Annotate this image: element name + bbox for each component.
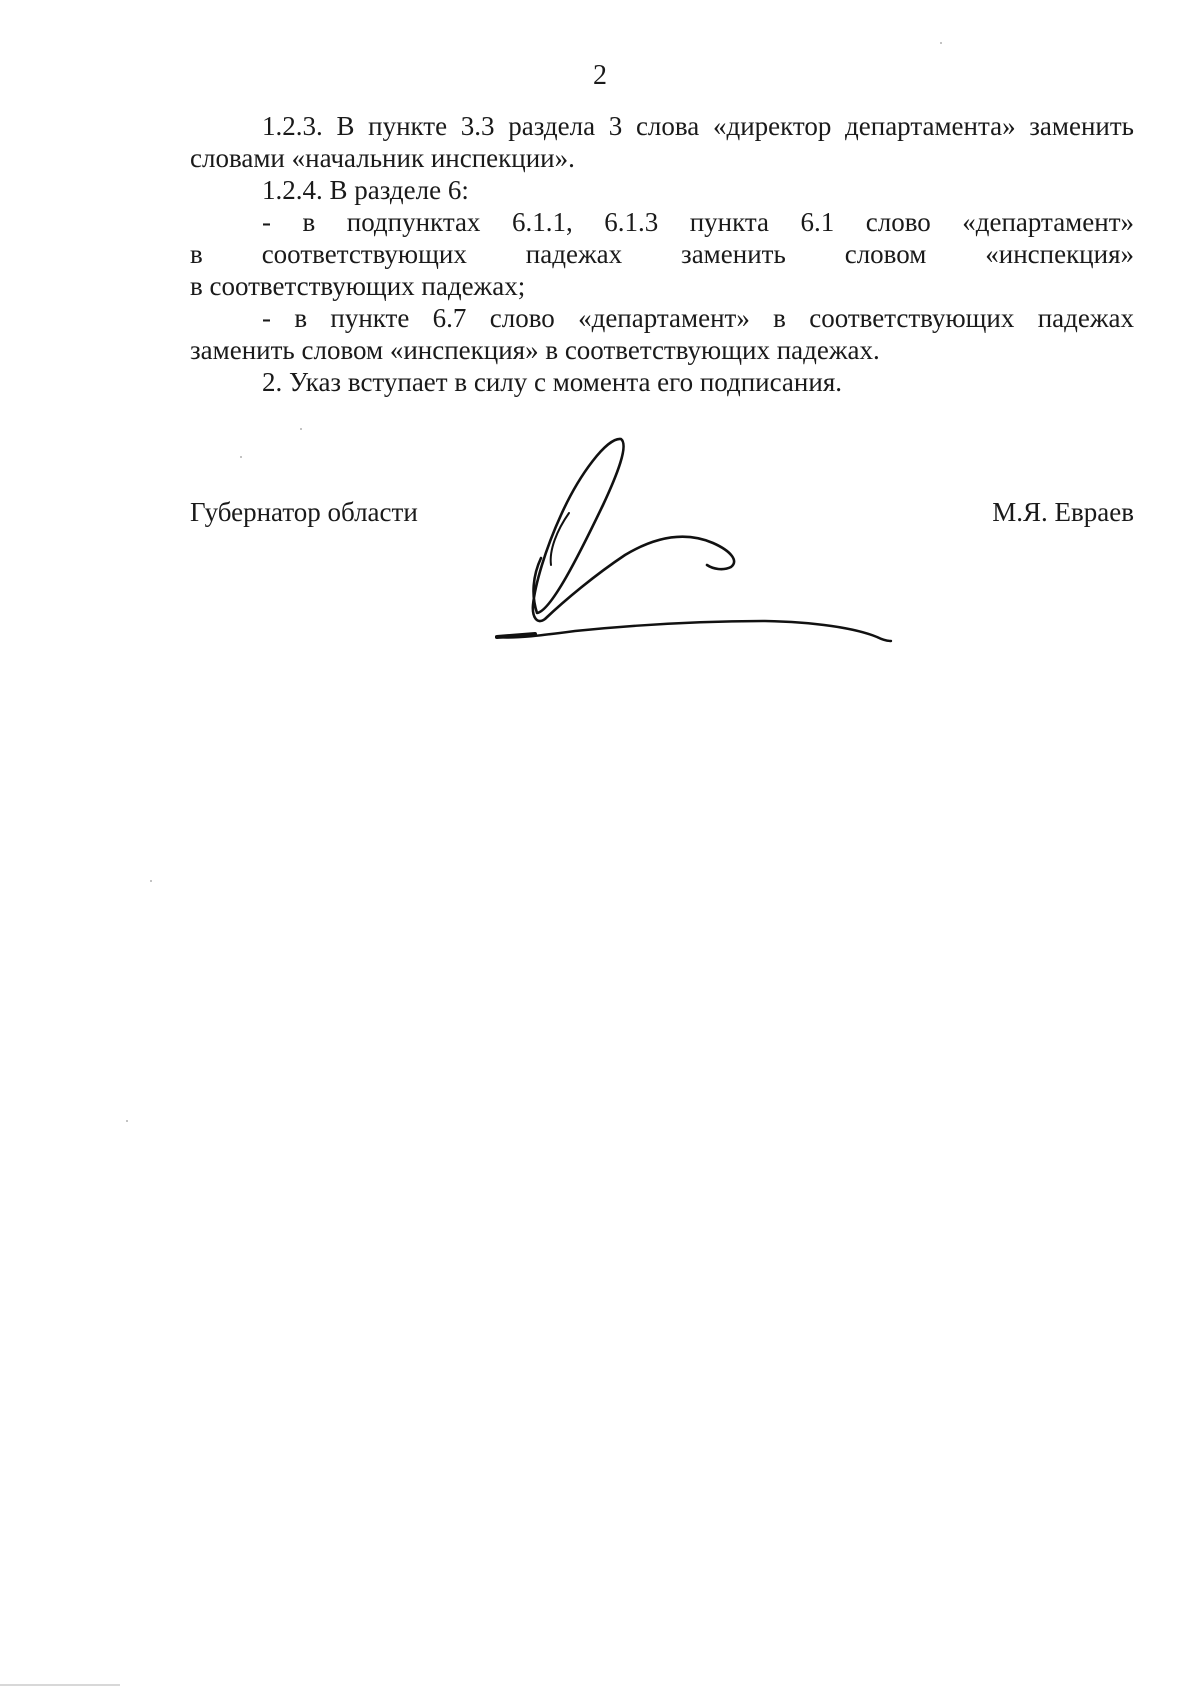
- paragraph-3-line-2: в соответствующих падежах заменить словом «инспекция»: [190, 239, 1134, 269]
- signature-inner-stroke: [551, 513, 569, 565]
- paragraph-3-line-3: в соответствующих падежах;: [190, 271, 526, 301]
- paragraph-3-line-1: - в подпунктах 6.1.1, 6.1.3 пункта 6.1 слово «департамент»: [262, 207, 1134, 237]
- scan-speck: [126, 1120, 128, 1122]
- paragraph-4-line-1: - в пункте 6.7 слово «департамент» в соответствующих падежах: [262, 303, 1134, 333]
- page-number: 2: [593, 60, 607, 91]
- document-body: [190, 110, 1134, 398]
- paragraph-4-line-2: заменить словом «инспекция» в соответствующих падежах.: [190, 335, 880, 365]
- scan-speck: [300, 428, 302, 430]
- paragraph-5: 2. Указ вступает в силу с момента его подписания.: [262, 367, 842, 397]
- signature-loop-stroke: [533, 439, 734, 621]
- signatory-position: Губернатор области: [190, 497, 418, 527]
- scan-edge-mark: [0, 1684, 120, 1686]
- signatory-name: М.Я. Евраев: [992, 497, 1134, 527]
- handwritten-signature: [495, 435, 915, 665]
- scan-speck: [240, 456, 242, 458]
- scan-speck: [150, 880, 152, 882]
- paragraph-1-line-2: словами «начальник инспекции».: [190, 143, 575, 173]
- paragraph-1-line-1: 1.2.3. В пункте 3.3 раздела 3 слова «директор департамента» заменить: [262, 111, 1134, 141]
- scan-speck: [940, 42, 942, 44]
- paragraph-2: 1.2.4. В разделе 6:: [262, 175, 469, 205]
- signature-underline-stroke: [495, 621, 891, 641]
